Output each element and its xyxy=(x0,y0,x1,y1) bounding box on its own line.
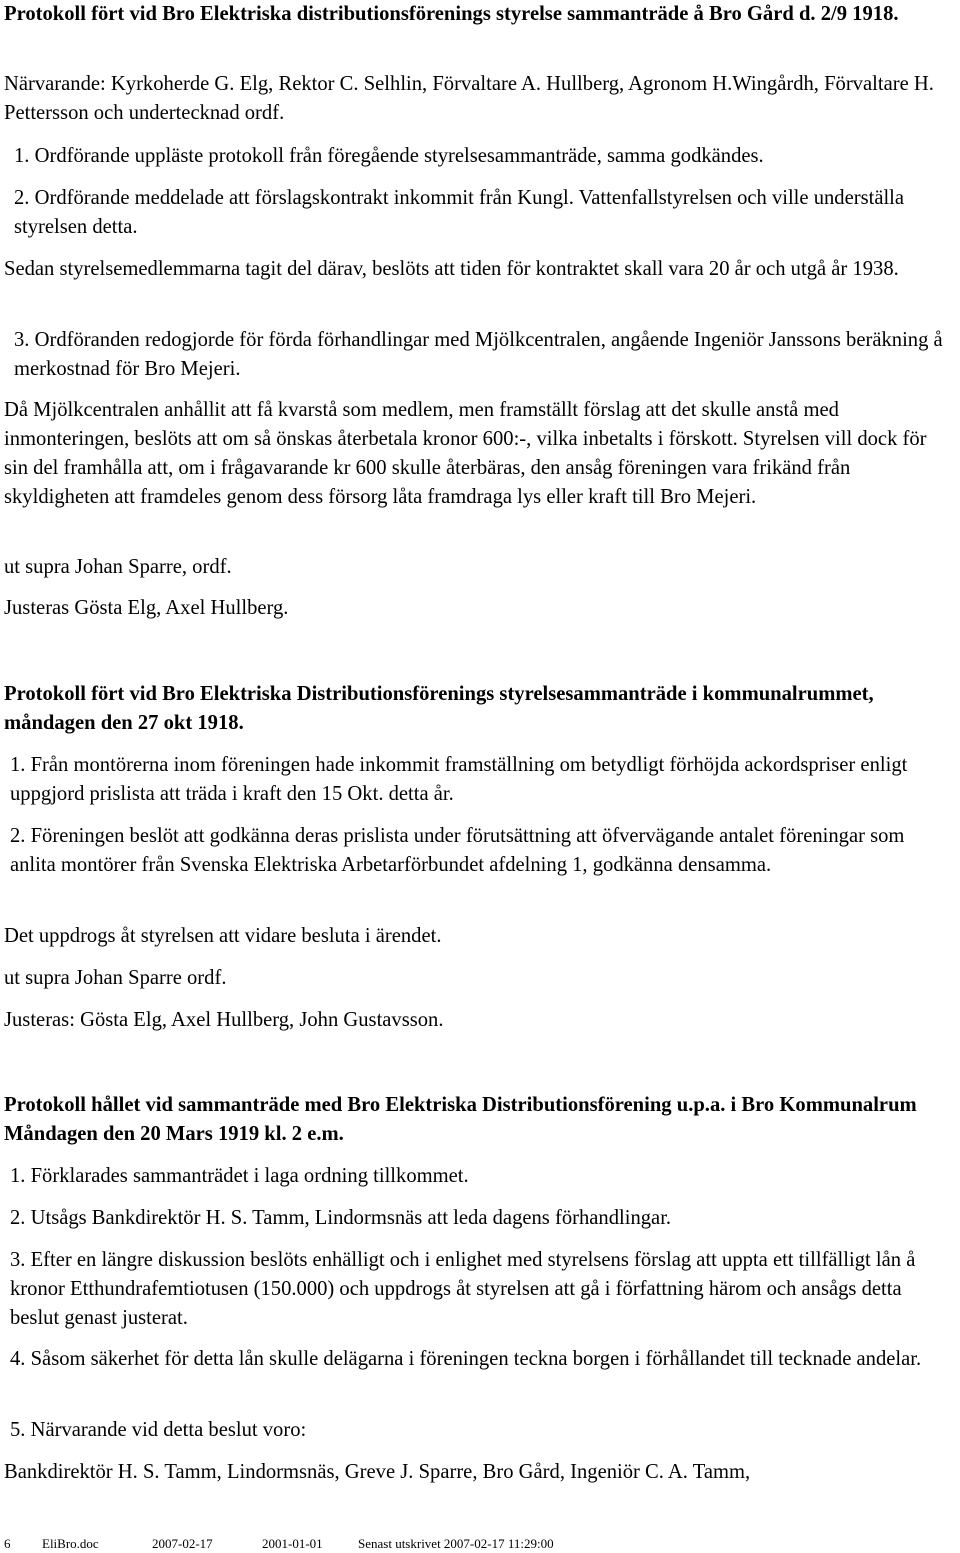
section3-item1: 1. Förklarades sammanträdet i laga ordning tillkommet. xyxy=(10,1165,469,1187)
section3-item5: 5. Närvarande vid detta beslut voro: xyxy=(10,1419,307,1441)
section2-justeras: Justeras: Gösta Elg, Axel Hullberg, John Gustavsson. xyxy=(4,1009,444,1031)
page-footer xyxy=(4,1536,554,1552)
section3-heading: Protokoll hållet vid sammanträde med Bro Elektriska Distributionsförening u.p.a. i Bro Kommunalrum Måndagen den 20 Mars 1919 kl. 2 e.m. xyxy=(4,1094,917,1145)
section1-item1: 1. Ordförande uppläste protokoll från föregående styrelsesammanträde, samma godkändes. xyxy=(14,145,764,167)
footer-printed: Senast utskrivet 2007-02-17 11:29:00 xyxy=(358,1536,554,1551)
footer-filename: EliBro.doc xyxy=(42,1536,99,1551)
section1-item2b: Sedan styrelsemedlemmarna tagit del därav, beslöts att tiden för kontraktet skall vara 20 år och utgå år 1938. xyxy=(4,258,899,280)
footer-date-created: 2001-01-01 xyxy=(262,1536,323,1551)
section1-item3b: Då Mjölkcentralen anhållit att få kvarstå som medlem, men framställt förslag att det skulle anstå med inmonteringen, beslöts att om så önskas återbetala kronor 600:-, vilka inbetalts i förskott. Styrelsen vill dock för sin del framhålla att, om i frågavarande kr 600 skulle återbäras, den ansåg föreningen vara frikänd från skyldigheten att framdeles genom dess försorg låta framdraga lys eller kraft till Bro Mejeri. xyxy=(4,399,927,508)
section3-item2: 2. Utsågs Bankdirektör H. S. Tamm, Lindormsnäs att leda dagens förhandlingar. xyxy=(10,1207,672,1229)
section2-heading: Protokoll fört vid Bro Elektriska Distributionsförenings styrelsesammanträde i kommunalrummet, måndagen den 27 okt 1918. xyxy=(4,683,874,734)
section2-supra: ut supra Johan Sparre ordf. xyxy=(4,967,227,989)
section1-heading: Protokoll fört vid Bro Elektriska distributionsförenings styrelse sammanträde å Bro Gård d. 2/9 1918. xyxy=(4,3,899,25)
section2-uppdrag: Det uppdrogs åt styrelsen att vidare besluta i ärendet. xyxy=(4,925,442,947)
section1-item2: 2. Ordförande meddelade att förslagskontrakt inkommit från Kungl. Vattenfallstyrelsen och ville underställa styrelsen detta. xyxy=(14,187,905,238)
footer-page-number: 6 xyxy=(4,1536,11,1551)
section2-item1: 1. Från montörerna inom föreningen hade inkommit framställning om betydligt förhöjda ackordspriser enligt uppgjord prislista att träda i kraft den 15 Okt. detta år. xyxy=(10,754,908,805)
section3-present: Bankdirektör H. S. Tamm, Lindormsnäs, Greve J. Sparre, Bro Gård, Ingeniör C. A. Tamm, xyxy=(4,1461,751,1483)
section3-item3: 3. Efter en längre diskussion beslöts enhälligt och i enlighet med styrelsens förslag att uppta ett tillfälligt lån å kronor Etthundrafemtiotusen (150.000) och uppdrogs åt styrelsen att gå i författning härom och ansågs detta beslut genast justerat. xyxy=(10,1249,916,1329)
section1-item3: 3. Ordföranden redogjorde för förda förhandlingar med Mjölkcentralen, angående Ingeniör Janssons beräkning å merkostnad för Bro Mejeri. xyxy=(14,329,943,380)
section1-justeras: Justeras Gösta Elg, Axel Hullberg. xyxy=(4,597,289,619)
section2-item2: 2. Föreningen beslöt att godkänna deras prislista under förutsättning att öfvervägande antalet föreningar som anlita montörer från Svenska Elektriska Arbetarförbundet afdelning 1, godkänna densamma. xyxy=(10,825,905,876)
section1-supra: ut supra Johan Sparre, ordf. xyxy=(4,556,232,578)
footer-date-saved: 2007-02-17 xyxy=(152,1536,213,1551)
section1-present: Närvarande: Kyrkoherde G. Elg, Rektor C. Selhlin, Förvaltare A. Hullberg, Agronom H.Wingårdh, Förvaltare H. Pettersson och undertecknad ordf. xyxy=(4,73,934,124)
section3-item4: 4. Såsom säkerhet för detta lån skulle delägarna i föreningen teckna borgen i förhållandet till tecknade andelar. xyxy=(10,1348,922,1370)
